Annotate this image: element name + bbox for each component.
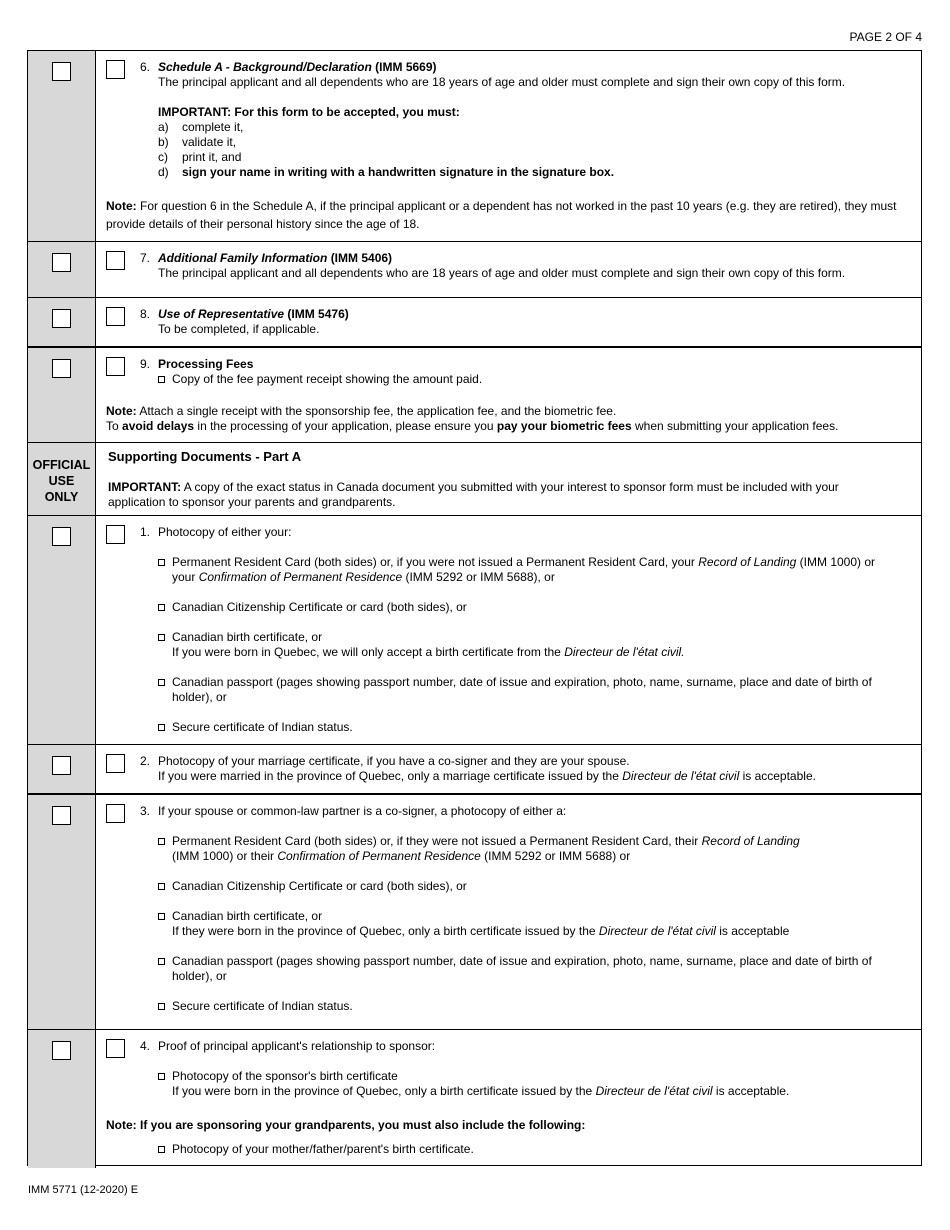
list-item: Secure certificate of Indian status. (158, 720, 907, 735)
list-item: Photocopy of the sponsor's birth certificate If you were born in the province of Quebec, only a birth certificate issued by the Directeur de l'état civil is acceptable. (158, 1069, 907, 1099)
office-use-cell (28, 298, 96, 348)
item-9-row (96, 348, 921, 443)
list-item: Permanent Resident Card (both sides) or, if they were not issued a Permanent Resident Card, their Record of Landing (IMM 1000) or their Confirmation of Permanent Residence (IMM 5292 or IMM 5688) or (158, 834, 907, 864)
requirements-list (158, 120, 907, 180)
form-code-footer: IMM 5771 (12-2020) E (28, 1184, 139, 1196)
item-number: 4. (140, 1039, 151, 1053)
office-checkbox-item-6[interactable] (52, 62, 71, 81)
checkbox-item-7[interactable] (106, 251, 125, 270)
checkbox-item-8[interactable] (106, 307, 125, 326)
doc-4-note: Note: If you are sponsoring your grandparents, you must also include the following: (106, 1118, 586, 1132)
form-code: (IMM 5406) (330, 251, 393, 265)
office-checkbox-doc-4[interactable] (52, 1041, 71, 1060)
item-number: 1. (140, 525, 151, 539)
office-use-cell (28, 242, 96, 298)
checkbox-doc-4[interactable] (106, 1039, 125, 1058)
form-code: (IMM 5669) (375, 60, 437, 74)
checkbox-item-6[interactable] (106, 60, 125, 79)
section-header-part-a (96, 443, 921, 516)
item-description: The principal applicant and all dependents who are 18 years of age and older must complete and sign their own copy of this form. (158, 75, 846, 89)
item-title: Processing Fees (158, 357, 254, 371)
office-use-cell (28, 516, 96, 745)
list-item: Canadian birth certificate, or If you were born in Quebec, we will only accept a birth certificate from the Directeur de l'état civil. (158, 630, 907, 660)
item-6-note: Note: For question 6 in the Schedule A, if the principal applicant or a dependent has not worked in the past 10 years (e.g. they are retired), they must provide details of their personal history since the age of 18. (106, 199, 897, 231)
list-item: Photocopy of your mother/father/parent's birth certificate. (158, 1142, 474, 1157)
list-item: Canadian Citizenship Certificate or card (both sides), or (158, 600, 907, 615)
doc-3-row (96, 795, 921, 1030)
office-use-cell (28, 348, 96, 443)
item-title: If your spouse or common-law partner is a co-signer, a photocopy of either a: (158, 804, 567, 818)
item-6-row (96, 51, 921, 242)
checkbox-doc-2[interactable] (106, 754, 125, 773)
checkbox-item-9[interactable] (106, 357, 125, 376)
office-use-cell (28, 745, 96, 795)
list-item: Canadian Citizenship Certificate or card (both sides), or (158, 879, 907, 894)
item-9-note: Note: Attach a single receipt with the sponsorship fee, the application fee, and the biometric fee. To avoid delays in the processing of your application, please ensure you pay your biometric fees when submitting your application fees. (106, 404, 839, 433)
item-description: The principal applicant and all dependents who are 18 years of age and older must complete and sign their own copy of this form. (158, 266, 846, 280)
list-item: b) validate it, (158, 135, 237, 149)
office-use-cell (28, 795, 96, 1030)
item-number: 8. (140, 307, 151, 321)
item-number: 7. (140, 251, 151, 265)
item-title: Proof of principal applicant's relationship to sponsor: (158, 1039, 436, 1053)
form-code: (IMM 5476) (287, 307, 349, 321)
office-checkbox-doc-3[interactable] (52, 806, 71, 825)
office-checkbox-item-7[interactable] (52, 253, 71, 272)
list-item: Canadian birth certificate, or If they were born in the province of Quebec, only a birth certificate issued by the Directeur de l'état civil is acceptable (158, 909, 907, 939)
list-item: c) print it, and (158, 150, 242, 164)
item-description: If you were married in the province of Quebec, only a marriage certificate issued by the Directeur de l'état civil is acceptable. (158, 769, 816, 783)
office-use-cell (28, 1030, 96, 1168)
item-title: Photocopy of either your: (158, 525, 292, 539)
office-checkbox-doc-2[interactable] (52, 756, 71, 775)
list-item: a) complete it, (158, 120, 244, 134)
important-heading: IMPORTANT: For this form to be accepted, you must: (158, 105, 460, 119)
item-number: 3. (140, 804, 151, 818)
checklist-table (27, 50, 922, 1166)
office-use-cell (28, 51, 96, 242)
checkbox-doc-3[interactable] (106, 804, 125, 823)
item-number: 6. (140, 60, 151, 74)
item-8-row (96, 298, 921, 348)
list-item: Secure certificate of Indian status. (158, 999, 907, 1014)
office-checkbox-item-8[interactable] (52, 309, 71, 328)
item-title: Additional Family Information (158, 251, 328, 265)
doc-1-row (96, 516, 921, 745)
section-important-note: IMPORTANT: A copy of the exact status in Canada document you submitted with your interest to sponsor form must be included with your application to sponsor your parents and grandparents. (108, 480, 839, 509)
item-title: Photocopy of your marriage certificate, if you have a co-signer and they are your spouse. (158, 754, 630, 768)
official-use-header: OFFICIAL USE ONLY (28, 443, 96, 516)
doc-2-row (96, 745, 921, 795)
section-title: Supporting Documents - Part A (108, 449, 302, 464)
office-checkbox-item-9[interactable] (52, 359, 71, 378)
list-item: Permanent Resident Card (both sides) or, if you were not issued a Permanent Resident Card, your Record of Landing (IMM 1000) or your Confirmation of Permanent Residence (IMM 5292 or IMM 5688), or (158, 555, 907, 585)
list-item: Canadian passport (pages showing passport number, date of issue and expiration, photo, name, surname, place and date of birth of holder), or (158, 954, 907, 984)
item-number: 2. (140, 754, 151, 768)
item-title: Use of Representative (158, 307, 285, 321)
checkbox-doc-1[interactable] (106, 525, 125, 544)
list-item: d) sign your name in writing with a handwritten signature in the signature box. (158, 165, 615, 179)
item-title: Schedule A - Background/Declaration (158, 60, 372, 74)
page-number: PAGE 2 OF 4 (849, 30, 922, 44)
list-item: Canadian passport (pages showing passport number, date of issue and expiration, photo, name, surname, place and date of birth of holder), or (158, 675, 907, 705)
item-number: 9. (140, 357, 151, 371)
office-checkbox-doc-1[interactable] (52, 527, 71, 546)
item-7-row (96, 242, 921, 298)
item-description: To be completed, if applicable. (158, 322, 320, 336)
list-item: Copy of the fee payment receipt showing the amount paid. (158, 372, 907, 387)
doc-4-row (96, 1030, 921, 1168)
